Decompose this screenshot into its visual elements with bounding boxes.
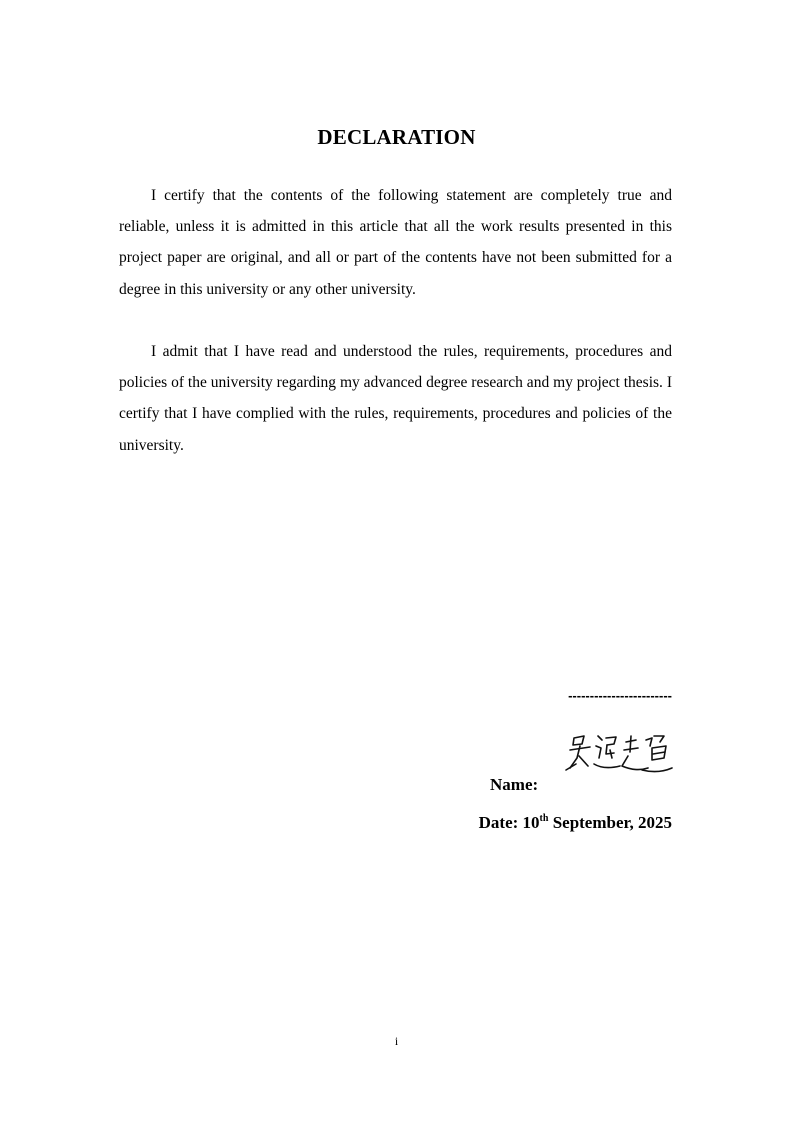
page-title: DECLARATION	[317, 125, 476, 149]
signature-text: 吴逸超	[562, 728, 565, 729]
signature-line: ------------------------	[568, 688, 672, 703]
date-rest: September, 2025	[548, 813, 672, 832]
compliance-paragraph: I admit that I have read and understood the rules, requirements, procedures and policies of the university regarding my advanced degree research and my project thesis. I certify that I have complied with the rules, requirements, procedures and policies of the university.	[119, 343, 672, 454]
name-label: Name:	[490, 775, 539, 794]
date-ordinal-suffix: th	[539, 813, 549, 824]
page-number: i	[394, 1034, 399, 1048]
date-line	[479, 813, 672, 833]
handwritten-signature	[562, 728, 674, 780]
certification-paragraph: I certify that the contents of the following statement are completely true and reliable, unless it is admitted in this article that all the work results presented in this project paper are original, and all or part of the contents have not been submitted for a degree in this university or any other university.	[119, 187, 672, 298]
date-prefix: Date: 10	[478, 813, 540, 832]
